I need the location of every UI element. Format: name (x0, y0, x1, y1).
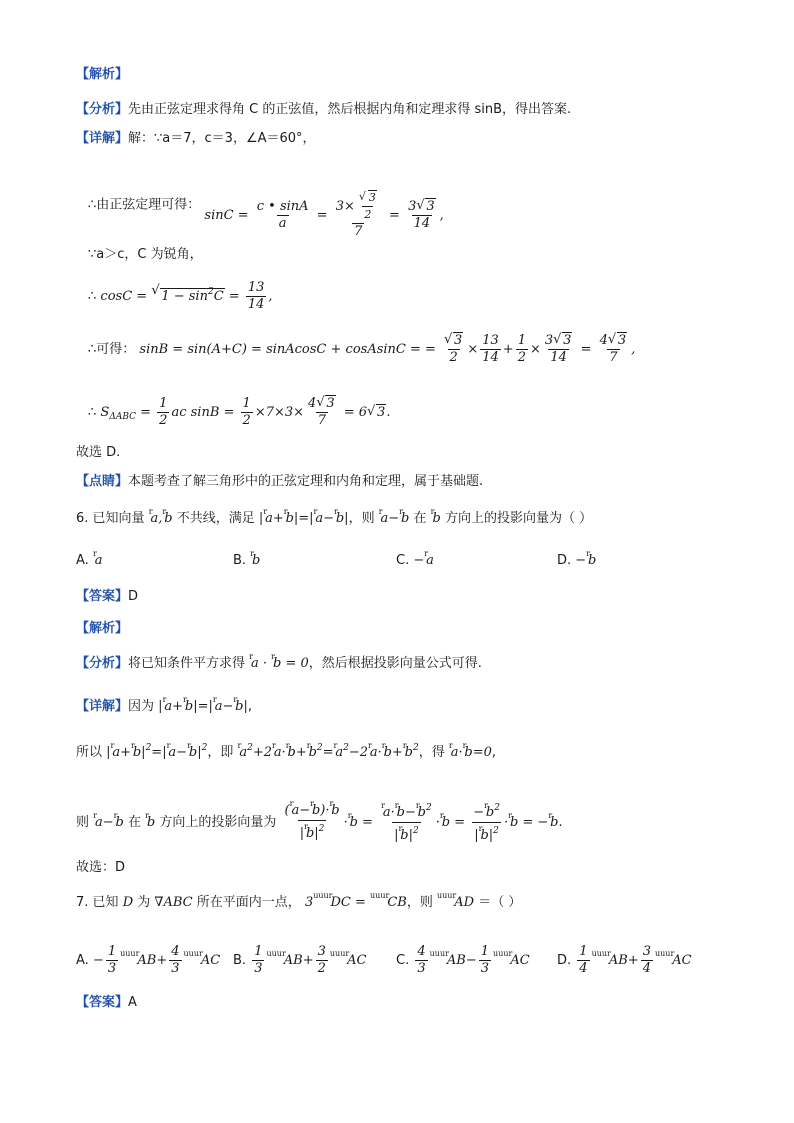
q7-option-a: A. − $\frac{1}{3}$ $^{uuur}$AB+ $\frac{4}{3}$ $^{uuur}$AC (76, 944, 221, 976)
q7-option-c: C. $\frac{4}{3}$ $^{uuur}$AB− $\frac{1}{3}$ $^{uuur}$AC (396, 944, 530, 976)
q6-square-step: 所以 $|^ra+^rb|^2=|^ra-^rb|^2$，即 $^ra^2+2^ra\cdot^rb+^rb^2=^ra^2-2^ra\cdot^rb+^rb^2$，得 $^r$a·$^r$b=0, (76, 741, 497, 760)
q6-option-a: A. $^r$a (76, 549, 103, 568)
dianjing-line: 【点睛】本题考查了解三角形中的正弦定理和内角和定理，属于基础题. (76, 474, 484, 489)
q7-option-d: D. $\frac{1}{4}$ $^{uuur}$AB+ $\frac{3}{4}$ $^{uuur}$AC (557, 944, 692, 976)
fenxi-line: 【分析】先由正弦定理求得角 C 的正弦值，然后根据内角和定理求得 sinB，得出答案. (76, 102, 572, 117)
q6-projection-step: 则 $^r$a−$^r$b 在 $^r$b 方向上的投影向量为 $\frac{(^ra-^rb)\cdot^rb}{|^rb|^2}$ ·$^r$b = $\frac{^ra\cdot^rb-^rb^2}{|^rb|^2}$ ·$^r$b = $\frac{-^rb^2}{|^rb|^2}$ ·$^r$b = −$^r$b. (76, 798, 563, 843)
q6-answer: 【答案】D (76, 589, 139, 604)
q6-fenxi: 【分析】将已知条件平方求得 $^r$a · $^r$b = 0，然后根据投影向量公式可得. (76, 652, 482, 671)
choose-D: 故选 D. (76, 445, 121, 460)
sinB-line: ∴可得： sinB = sin(A+C) = sinAcosC + cosAsinC = = √ $\frac{3}{2}$ × $\frac{13}{14}$ + $\frac{1}{2}$ × $\frac{3√ 3}{14}$ = $\frac{4√ 3}{7}$ , (88, 333, 635, 366)
area-line: ∴ $S_{\Delta ABC}$ = $\frac{1}{2}$ ac sinB = $\frac{1}{2}$ ×7×3× $\frac{4√ 3}{7}$ = 6√ 3. (88, 396, 390, 429)
xiangjie-line: 【详解】解：∵a＝7，c＝3，∠A＝60°， (76, 131, 316, 146)
q6-conclusion: 故选：D (76, 860, 126, 875)
jiexi-heading: 【解析】 (76, 67, 129, 82)
q7-answer: 【答案】A (76, 995, 137, 1010)
q6-option-b: B. $^r$b (233, 549, 261, 568)
sinC-line: ∴由正弦定理可得： sinC = $\frac{c • \sin A}{a}$ = 3× √ $\frac{3}{2}$ 7 = $\frac{3√ 3}{14}$ , (88, 180, 444, 230)
q6-option-d: D. −$^r$b (557, 549, 597, 568)
q7-option-b: B. $\frac{1}{3}$ $^{uuur}$AB+ $\frac{3}{2}$ $^{uuur}$AC (233, 944, 367, 976)
q6-jiexi: 【解析】 (76, 621, 129, 636)
q7-stem: 7. 已知 D 为 ∇ABC 所在平面内一点， $3^{uuur}DC = ^{uuur}CB$，则 $^{uuur}$AD ＝（ ） (76, 891, 522, 910)
cosC-line: ∴ cosC = √ $1 - \sin^2C$ = $\frac{13}{14}$ , (88, 280, 273, 313)
q6-stem: 6. 已知向量 $^r$a,$^r$b 不共线，满足 $|^ra+^rb|=|^ra-^rb|$，则 $^r$a−$^r$b 在 $^r$b 方向上的投影向量为（ ） (76, 507, 593, 526)
acute-line: ∵a＞c，C 为锐角， (88, 247, 203, 262)
q6-option-c: C. −$^r$a (396, 549, 434, 568)
q6-xiangjie: 【详解】因为 $|^ra+^rb|=|^ra-^rb|$, (76, 695, 253, 714)
